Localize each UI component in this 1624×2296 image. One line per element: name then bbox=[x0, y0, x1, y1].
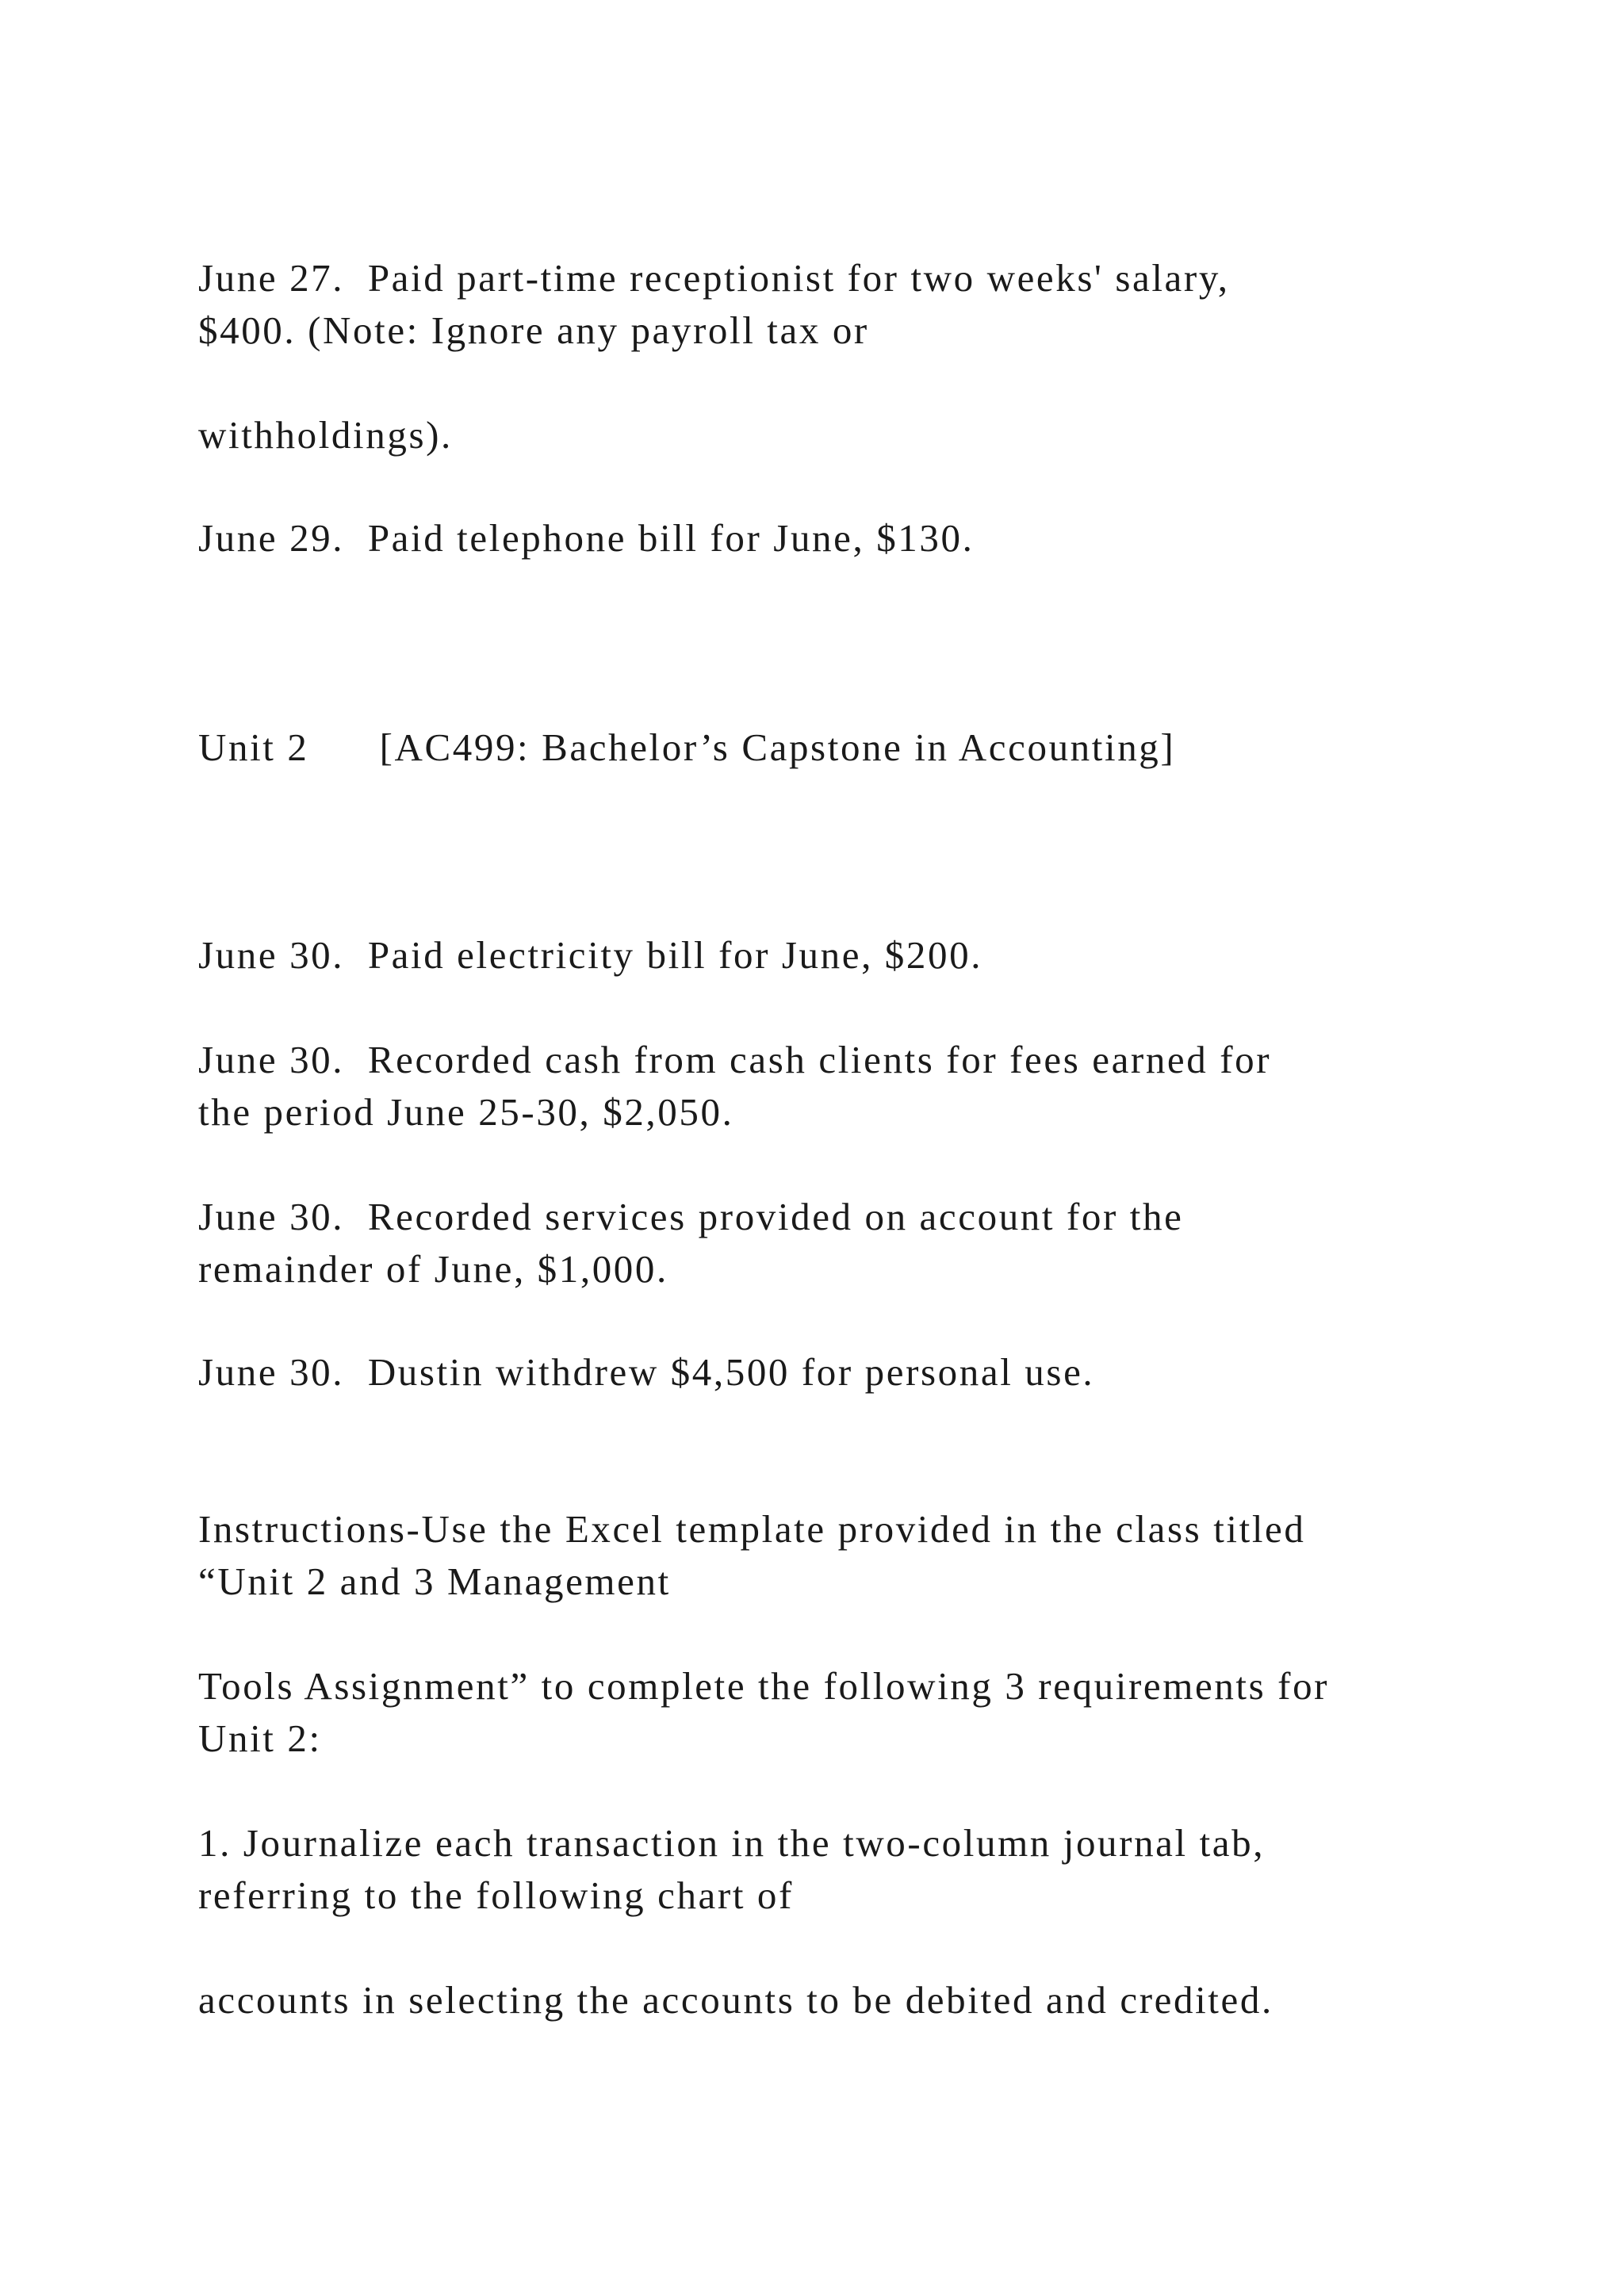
transaction-june-30-cash-fees-line-1: June 30. Recorded cash from cash clients for fees earned for bbox=[198, 1038, 1272, 1081]
transaction-june-30-withdrawal: June 30. Dustin withdrew $4,500 for personal use. bbox=[198, 1350, 1095, 1394]
transaction-june-30-services-line-1: June 30. Recorded services provided on account for the bbox=[198, 1195, 1184, 1238]
transaction-june-29: June 29. Paid telephone bill for June, $130. bbox=[198, 516, 975, 560]
transaction-june-27-line-3: withholdings). bbox=[198, 413, 453, 457]
transaction-june-27-line-1: June 27. Paid part-time receptionist for two weeks' salary, bbox=[198, 256, 1230, 300]
instructions-line-3: Tools Assignment” to complete the following 3 requirements for bbox=[198, 1664, 1330, 1708]
instructions-line-4: Unit 2: bbox=[198, 1716, 322, 1760]
instructions-line-1: Instructions-Use the Excel template provided in the class titled bbox=[198, 1507, 1306, 1551]
unit-header: Unit 2 [AC499: Bachelor’s Capstone in Accounting] bbox=[198, 725, 1176, 769]
requirement-1-line-1: 1. Journalize each transaction in the two-column journal tab, bbox=[198, 1821, 1266, 1865]
transaction-june-30-services-line-2: remainder of June, $1,000. bbox=[198, 1247, 668, 1291]
requirement-1-line-2: referring to the following chart of bbox=[198, 1873, 794, 1917]
requirement-1-line-3: accounts in selecting the accounts to be debited and credited. bbox=[198, 1978, 1274, 2022]
transaction-june-30-electricity: June 30. Paid electricity bill for June, $200. bbox=[198, 933, 983, 977]
instructions-line-2: “Unit 2 and 3 Management bbox=[198, 1559, 671, 1603]
transaction-june-27-line-2: $400. (Note: Ignore any payroll tax or bbox=[198, 308, 869, 352]
transaction-june-30-cash-fees-line-2: the period June 25-30, $2,050. bbox=[198, 1090, 734, 1134]
